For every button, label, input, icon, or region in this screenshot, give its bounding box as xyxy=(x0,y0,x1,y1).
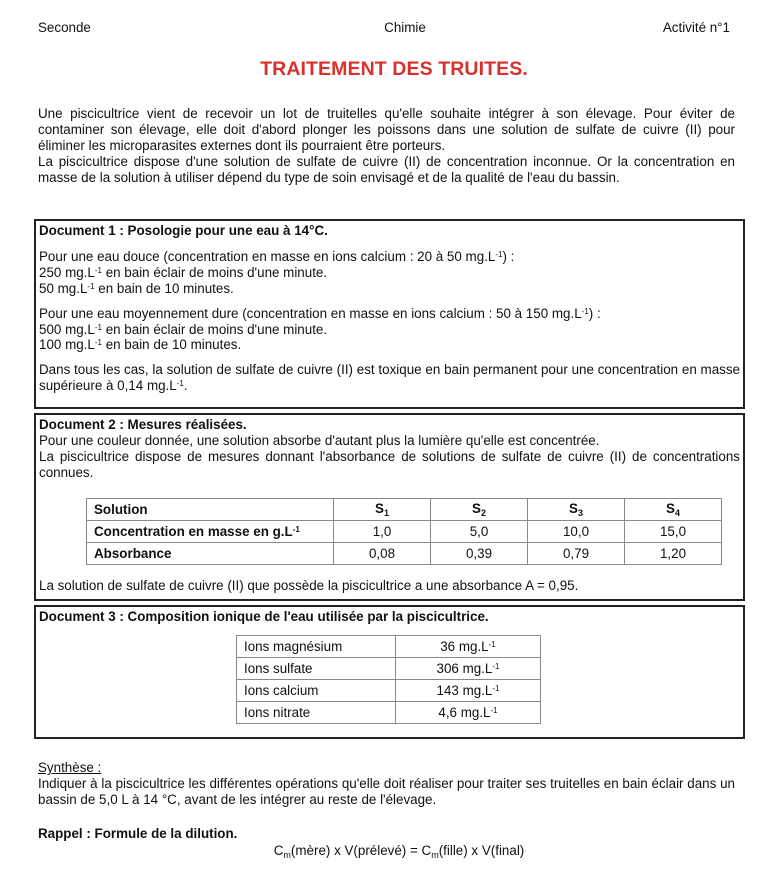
intro-paragraph-1: Une piscicultrice vient de recevoir un lot de truitelles qu'elle souhaite intégrer à son élevage. Pour éviter de contaminer son élevage, elle doit d'abord plonger les poissons dans une solution de sulfate de cuivre (II) pour éliminer les microparasites externes dont ils pourraient être porteurs. xyxy=(38,106,735,153)
sample-absorbance-text: La solution de sulfate de cuivre (II) que possède la piscicultrice a une absorbance A = 0,95. xyxy=(39,578,579,593)
text: . xyxy=(183,378,188,394)
unit-exponent: -1 xyxy=(87,281,95,291)
document-2-paragraph-1: Pour une couleur donnée, une solution absorbe d'autant plus la lumière qu'elle est concentrée. xyxy=(39,432,600,448)
synthesis-text: Indiquer à la piscicultrice les différentes opérations qu'elle doit réaliser pour traiter ses truitelles en bain éclair dans un bassin de 5,0 L à 14 °C, avant de les intégrer au reste de l'élevage. xyxy=(38,775,735,807)
dilution-formula xyxy=(0,843,780,858)
document-3-title: Document 3 : Composition ionique de l'eau utilisée par la piscicultrice. xyxy=(39,609,489,624)
absorbance-table xyxy=(86,498,722,565)
unit: mg.L xyxy=(551,305,582,321)
value: 50 xyxy=(39,280,58,296)
ion-value xyxy=(396,658,541,680)
text: en bain éclair de moins d'une minute. xyxy=(101,264,328,280)
document-2-title: Document 2 : Mesures réalisées. xyxy=(39,417,247,432)
concentration-cell: 10,0 xyxy=(528,521,625,543)
unit: mg.L xyxy=(65,264,95,280)
unit: mg.L xyxy=(465,248,496,264)
activity-label: Activité n°1 xyxy=(662,20,730,35)
document-2-box xyxy=(34,413,745,601)
unit-exponent: -1 xyxy=(488,639,496,649)
concentration-cell: 1,0 xyxy=(334,521,431,543)
ion-value xyxy=(396,680,541,702)
text: en bain éclair de moins d'une minute. xyxy=(101,321,328,337)
text: ) : xyxy=(588,305,601,321)
unit: mg.L xyxy=(65,321,95,337)
hard-water-line-1 xyxy=(39,322,740,338)
unit-exponent: -1 xyxy=(495,249,503,259)
symbol: C xyxy=(273,843,284,858)
page-header xyxy=(38,20,730,38)
unit: mg.L xyxy=(57,280,88,296)
unit: mg.L xyxy=(460,704,491,720)
subject-label: Chimie xyxy=(384,20,426,35)
subscript: m xyxy=(431,850,439,860)
table-row xyxy=(237,658,541,680)
level-label: Seconde xyxy=(38,20,91,35)
letter: S xyxy=(666,500,675,516)
header-cell: Solution xyxy=(87,499,334,521)
absorbance-cell: 0,08 xyxy=(334,543,431,565)
letter: S xyxy=(472,500,481,516)
intro-text xyxy=(38,106,735,186)
text: (mère) x V(prélevé) = xyxy=(290,843,422,858)
subscript: m xyxy=(283,850,291,860)
letter: S xyxy=(375,500,384,516)
letter: S xyxy=(569,500,578,516)
soft-water-line-2 xyxy=(39,281,740,297)
text: Concentration en masse en xyxy=(94,523,273,539)
concentration-cell: 15,0 xyxy=(625,521,722,543)
toxicity-note xyxy=(39,362,740,394)
unit-exponent: -1 xyxy=(94,338,102,348)
value: 4,6 xyxy=(438,704,461,720)
synthesis-section xyxy=(38,760,735,808)
unit-exponent: -1 xyxy=(94,322,102,332)
unit-exponent: -1 xyxy=(292,524,300,534)
document-3-box xyxy=(34,605,745,739)
absorbance-cell: 0,39 xyxy=(431,543,528,565)
page-title: TRAITEMENT DES TRUITES. xyxy=(260,58,528,80)
index: 3 xyxy=(577,507,583,518)
reminder-title: Rappel : Formule de la dilution. xyxy=(38,826,238,841)
synthesis-title: Synthèse : xyxy=(38,760,102,775)
table-row xyxy=(237,636,541,658)
text: Dans tous les cas, la solution de sulfate de cuivre (II) est toxique en bain permanent pour une concentration en masse supérieure à 0,14 xyxy=(39,362,740,394)
unit-exponent: -1 xyxy=(492,661,500,671)
unit: mg.L xyxy=(462,660,493,676)
unit-exponent: -1 xyxy=(94,265,102,275)
table-row-solutions xyxy=(87,499,722,521)
text: ) : xyxy=(502,248,515,264)
hard-water-line-2 xyxy=(39,337,740,353)
index: 2 xyxy=(480,507,486,518)
unit: g.L xyxy=(272,523,293,539)
document-1-box xyxy=(34,219,745,409)
value: 306 xyxy=(436,660,463,676)
solution-cell xyxy=(528,499,625,521)
table-row xyxy=(237,680,541,702)
value: 36 xyxy=(440,638,459,654)
solution-cell xyxy=(334,499,431,521)
unit: mg.L xyxy=(146,378,177,394)
unit: mg.L xyxy=(65,337,95,353)
index: 1 xyxy=(383,507,389,518)
row-label: Absorbance xyxy=(87,543,334,565)
unit-exponent: -1 xyxy=(176,379,184,389)
value: 143 xyxy=(436,682,463,698)
table-row-absorbance xyxy=(87,543,722,565)
ion-composition-table xyxy=(236,635,541,724)
unit-exponent: -1 xyxy=(492,683,500,693)
soft-water-intro xyxy=(39,249,740,265)
row-label xyxy=(87,521,334,543)
table-row xyxy=(237,702,541,724)
document-2-paragraph-2: La piscicultrice dispose de mesures donnant l'absorbance de solutions de sulfate de cuivre (II) de concentrations connues. xyxy=(39,448,740,480)
value: 500 xyxy=(39,321,66,337)
absorbance-cell: 0,79 xyxy=(528,543,625,565)
text: (fille) x V(final) xyxy=(438,843,525,858)
value: 100 xyxy=(39,337,66,353)
concentration-cell: 5,0 xyxy=(431,521,528,543)
ion-name: Ions calcium xyxy=(237,680,396,702)
unit-exponent: -1 xyxy=(490,705,498,715)
hard-water-dosage xyxy=(39,306,740,354)
ion-name: Ions nitrate xyxy=(237,702,396,724)
unit-exponent: -1 xyxy=(581,306,589,316)
soft-water-dosage xyxy=(39,249,740,297)
intro-paragraph-2: La piscicultrice dispose d'une solution de sulfate de cuivre (II) de concentration inconnue. Or la concentration en masse de la solution à utiliser dépend du type de soin envisagé et de la qualité de l'eau du bassin. xyxy=(38,153,735,185)
ion-value xyxy=(396,636,541,658)
solution-cell xyxy=(431,499,528,521)
table-row-concentration xyxy=(87,521,722,543)
text: Pour une eau douce (concentration en masse en ions calcium : 20 à 50 xyxy=(39,248,466,264)
text: Pour une eau moyennement dure (concentration en masse en ions calcium : 50 à 150 xyxy=(39,305,552,321)
absorbance-cell: 1,20 xyxy=(625,543,722,565)
symbol: C xyxy=(421,843,432,858)
soft-water-line-1 xyxy=(39,265,740,281)
unit: mg.L xyxy=(458,638,489,654)
document-1-title: Document 1 : Posologie pour une eau à 14°C. xyxy=(39,223,328,238)
text: en bain de 10 minutes. xyxy=(94,280,234,296)
hard-water-intro xyxy=(39,306,740,322)
index: 4 xyxy=(674,507,680,518)
unit: mg.L xyxy=(462,682,493,698)
solution-cell xyxy=(625,499,722,521)
ion-name: Ions sulfate xyxy=(237,658,396,680)
ion-name: Ions magnésium xyxy=(237,636,396,658)
value: 250 xyxy=(39,264,66,280)
ion-value xyxy=(396,702,541,724)
text: en bain de 10 minutes. xyxy=(101,337,242,353)
